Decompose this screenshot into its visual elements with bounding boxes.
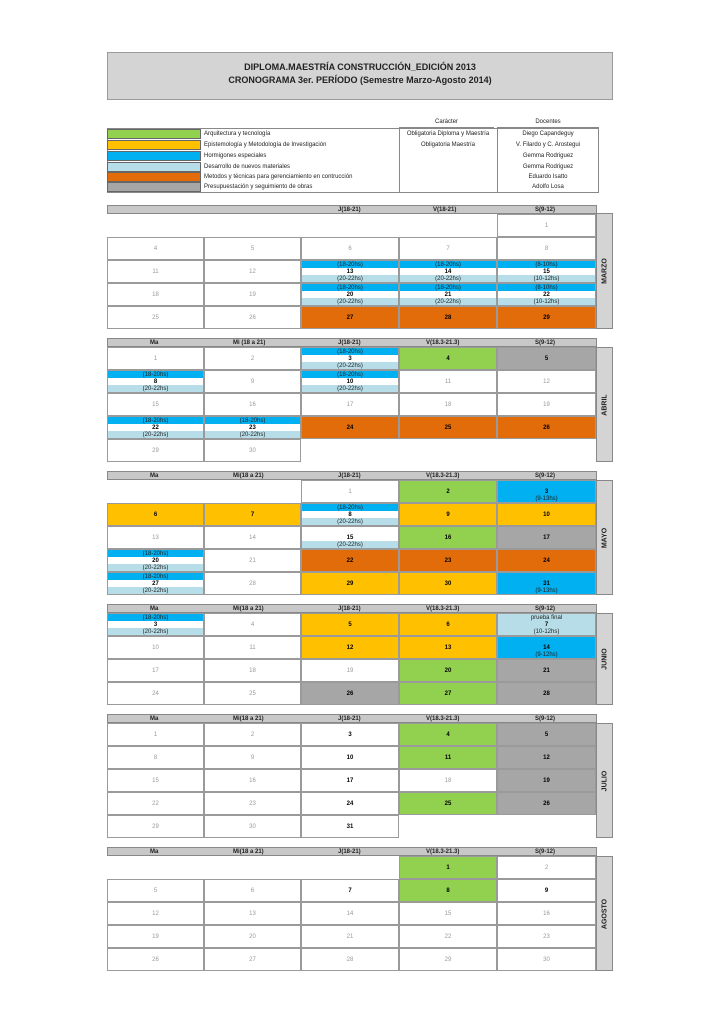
- day-cell: 20: [399, 659, 497, 682]
- legend-swatch-gray: [107, 182, 201, 192]
- day-cell: 7: [399, 237, 497, 260]
- header-martes: Ma: [150, 473, 159, 479]
- day-cell: 30: [204, 815, 301, 838]
- header-sabado: S(9-12): [535, 340, 556, 346]
- day-cell: 15: [107, 769, 204, 792]
- legend-header-caracter: Carácter: [399, 118, 494, 128]
- day-cell: 1: [301, 480, 399, 503]
- legend-swatch-yellow: [107, 140, 201, 150]
- day-cell-split: (18-20hs) 8 (20-22hs): [107, 370, 204, 393]
- page-title: [107, 52, 613, 100]
- calendar-header: [107, 847, 597, 856]
- legend-name: Hormigones especiales: [204, 153, 267, 159]
- day-cell: 16: [399, 526, 497, 549]
- day-cell: 21: [497, 659, 596, 682]
- day-cell: 10: [107, 636, 204, 659]
- legend-header-docentes: Docentes: [497, 118, 599, 128]
- title-line-1: DIPLOMA.MAESTRÍA CONSTRUCCIÓN_EDICIÓN 2013: [244, 62, 476, 72]
- day-cell: 8: [497, 237, 596, 260]
- day-cell: 5: [497, 723, 596, 746]
- month-label: JUNIO: [596, 613, 613, 705]
- legend-docente: Adolfo Losa: [532, 184, 564, 190]
- day-cell: 7: [204, 503, 301, 526]
- day-cell: 14: [301, 902, 399, 925]
- legend-docente: Diego Capandeguy: [522, 131, 574, 137]
- day-cell: 9: [204, 746, 301, 769]
- header-viernes: V(18.3-21.3): [426, 849, 460, 855]
- day-cell: 19: [301, 659, 399, 682]
- day-cell: 29: [107, 815, 204, 838]
- day-cell: 31: [301, 815, 399, 838]
- month-label: ABRIL: [596, 347, 613, 462]
- day-cell: 18: [107, 283, 204, 306]
- day-cell: 1: [497, 214, 596, 237]
- day-cell: 19: [204, 283, 301, 306]
- day-cell: 16: [204, 393, 301, 416]
- day-cell: 8: [107, 746, 204, 769]
- legend-name: Metodos y técnicas para gerenciamiento en contrucción: [204, 174, 353, 180]
- day-cell: 4: [107, 237, 204, 260]
- day-cell: 15: [399, 902, 497, 925]
- day-cell: 21: [204, 549, 301, 572]
- day-cell-split: (18-20hs) 8 (20-22hs): [301, 503, 399, 526]
- day-cell-split: (8-10hs) 22 (10-12hs): [497, 283, 596, 306]
- header-viernes: V(18.3-21.3): [426, 473, 460, 479]
- day-cell: 10: [497, 503, 596, 526]
- day-cell: 5: [497, 347, 596, 370]
- legend-name: Arquitectura y tecnología: [204, 131, 271, 137]
- day-cell: 23: [497, 925, 596, 948]
- title-line-2: CRONOGRAMA 3er. PERÍODO (Semestre Marzo-Agosto 2014): [228, 75, 492, 85]
- day-cell: 19: [497, 393, 596, 416]
- day-cell-split: (18-20hs) 3 (20-22hs): [107, 613, 204, 636]
- day-cell-split: (18-20hs) 22 (20-22hs): [107, 416, 204, 439]
- day-cell: 19: [497, 769, 596, 792]
- legend-caracter: Obligatoria Maestría: [420, 142, 476, 148]
- day-cell: 22: [107, 792, 204, 815]
- header-miercoles: Mi(18 a 21): [233, 716, 264, 722]
- day-cell: 26: [204, 306, 301, 329]
- day-cell: 11: [204, 636, 301, 659]
- day-cell-split: (18-20hs) 14 (20-22hs): [399, 260, 497, 283]
- day-cell: 26: [497, 416, 596, 439]
- day-cell-split: (18-20hs) 27 (20-22hs): [107, 572, 204, 595]
- day-cell: 13: [204, 902, 301, 925]
- day-cell: 12: [497, 746, 596, 769]
- day-cell: 18: [204, 659, 301, 682]
- day-cell-split: (18-20hs) 23 (20-22hs): [204, 416, 301, 439]
- header-miercoles: Mi(18 a 21): [233, 473, 264, 479]
- day-cell: 1: [399, 856, 497, 879]
- day-cell: 16: [204, 769, 301, 792]
- header-jueves: J(18-21): [338, 340, 361, 346]
- day-cell: 2: [399, 480, 497, 503]
- day-cell-split: (8-10hs) 15 (10-12hs): [497, 260, 596, 283]
- day-cell: 28: [301, 948, 399, 971]
- day-cell: 13: [399, 636, 497, 659]
- day-cell: 17: [301, 769, 399, 792]
- day-cell: 1: [107, 347, 204, 370]
- legend-docente: V. Filardo y C. Arostegui: [515, 142, 581, 148]
- month-label: MAYO: [596, 480, 613, 595]
- legend-swatch-blue: [107, 151, 201, 161]
- header-martes: Ma: [150, 606, 159, 612]
- day-cell: 20: [204, 925, 301, 948]
- day-cell-split: prueba final 7 (10-12hs): [497, 613, 596, 636]
- header-viernes: V(18-21): [433, 207, 457, 213]
- day-cell: 9: [497, 879, 596, 902]
- day-cell-split: (18-20hs) 21 (20-22hs): [399, 283, 497, 306]
- day-cell: 3: [301, 723, 399, 746]
- day-cell: 22: [301, 549, 399, 572]
- header-jueves: J(18-21): [338, 716, 361, 722]
- day-cell: 17: [497, 526, 596, 549]
- day-cell: 15: [107, 393, 204, 416]
- day-cell: 16: [497, 902, 596, 925]
- day-cell: 6: [204, 879, 301, 902]
- day-cell: 25: [204, 682, 301, 705]
- legend-docente: Eduardo Isatto: [528, 174, 568, 180]
- day-cell: 24: [301, 792, 399, 815]
- legend-docente: Gemma Rodriguez: [522, 153, 574, 159]
- day-cell: 18: [399, 393, 497, 416]
- day-cell: 1: [107, 723, 204, 746]
- day-cell: 6: [301, 237, 399, 260]
- day-cell-split: (18-20hs) 20 (20-22hs): [107, 549, 204, 572]
- header-martes: Ma: [150, 340, 159, 346]
- day-cell: 2: [204, 347, 301, 370]
- day-cell: 6: [399, 613, 497, 636]
- day-cell: 27: [399, 682, 497, 705]
- day-cell: 12: [301, 636, 399, 659]
- day-cell: 19: [107, 925, 204, 948]
- day-cell: 28: [204, 572, 301, 595]
- day-cell: 7: [301, 879, 399, 902]
- day-cell-split: 15 (20-22hs): [301, 526, 399, 549]
- calendar-header: [107, 338, 597, 347]
- day-cell: 25: [399, 792, 497, 815]
- day-cell: 11: [399, 746, 497, 769]
- calendar-header: [107, 471, 597, 480]
- day-cell: 5: [301, 613, 399, 636]
- header-jueves: J(18-21): [338, 606, 361, 612]
- day-cell-split: (18-20hs) 13 (20-22hs): [301, 260, 399, 283]
- header-martes: Ma: [150, 849, 159, 855]
- header-miercoles: Mi(18 a 21): [233, 849, 264, 855]
- day-cell: 17: [107, 659, 204, 682]
- day-cell: 29: [399, 948, 497, 971]
- day-cell: 24: [497, 549, 596, 572]
- calendar-header: [107, 714, 597, 723]
- header-miercoles: Mi (18 a 21): [233, 340, 266, 346]
- day-cell: 6: [107, 503, 204, 526]
- legend-swatch-lightblue: [107, 162, 201, 172]
- day-cell: 22: [399, 925, 497, 948]
- day-cell: 30: [497, 948, 596, 971]
- day-cell: 11: [107, 260, 204, 283]
- calendar-header: [107, 604, 597, 613]
- header-sabado: S(9-12): [535, 473, 556, 479]
- day-cell: 26: [497, 792, 596, 815]
- legend-name: Epistemología y Metodología de Investigación: [204, 142, 327, 148]
- day-cell: 13: [107, 526, 204, 549]
- day-cell-split: 3 (9-13hs): [497, 480, 596, 503]
- day-cell: 2: [497, 856, 596, 879]
- day-cell: 24: [301, 416, 399, 439]
- day-cell: 24: [107, 682, 204, 705]
- legend-caracter: Obligatoria Diploma y Maestría: [406, 131, 490, 137]
- day-cell: 2: [204, 723, 301, 746]
- legend-swatch-orange: [107, 172, 201, 182]
- header-sabado: S(9-12): [535, 716, 556, 722]
- calendar-header: [107, 205, 597, 214]
- month-label: AGOSTO: [596, 856, 613, 971]
- header-viernes: V(18.3-21.3): [426, 606, 460, 612]
- day-cell: 29: [497, 306, 596, 329]
- day-cell: 4: [204, 613, 301, 636]
- day-cell-split: 31 (9-13hs): [497, 572, 596, 595]
- day-cell: 25: [107, 306, 204, 329]
- legend-name: Desarrollo de nuevos materiales: [204, 164, 291, 170]
- day-cell: 29: [107, 439, 204, 462]
- day-cell: 8: [399, 879, 497, 902]
- day-cell-split: (18-20hs) 20 (20-22hs): [301, 283, 399, 306]
- day-cell: 23: [204, 792, 301, 815]
- day-cell: 17: [301, 393, 399, 416]
- day-cell: 29: [301, 572, 399, 595]
- day-cell: 4: [399, 723, 497, 746]
- day-cell: 10: [301, 746, 399, 769]
- header-jueves: J(18-21): [338, 207, 361, 213]
- day-cell: 12: [497, 370, 596, 393]
- day-cell: 26: [301, 682, 399, 705]
- month-label: MARZO: [596, 213, 613, 329]
- day-cell: 4: [399, 347, 497, 370]
- day-cell: 18: [399, 769, 497, 792]
- header-sabado: S(9-12): [535, 207, 556, 213]
- day-cell: 5: [107, 879, 204, 902]
- day-cell: 28: [497, 682, 596, 705]
- header-miercoles: Mi(18 a 21): [233, 606, 264, 612]
- legend-name: Presupuestación y seguimiento de obras: [204, 184, 313, 190]
- header-martes: Ma: [150, 716, 159, 722]
- day-cell: 26: [107, 948, 204, 971]
- day-cell: 27: [204, 948, 301, 971]
- header-viernes: V(18.3-21.3): [426, 340, 460, 346]
- header-sabado: S(9-12): [535, 849, 556, 855]
- month-label: JULIO: [596, 723, 613, 838]
- header-viernes: V(18.3-21.3): [426, 716, 460, 722]
- day-cell: 30: [399, 572, 497, 595]
- day-cell: 11: [399, 370, 497, 393]
- day-cell: 23: [399, 549, 497, 572]
- legend-docente: Gemma Rodriguez: [522, 164, 574, 170]
- legend-swatch-green: [107, 129, 201, 139]
- header-jueves: J(18-21): [338, 473, 361, 479]
- day-cell-split: 14 (9-12hs): [497, 636, 596, 659]
- day-cell: 12: [204, 260, 301, 283]
- day-cell: 9: [399, 503, 497, 526]
- header-sabado: S(9-12): [535, 606, 556, 612]
- day-cell: 25: [399, 416, 497, 439]
- day-cell: 5: [204, 237, 301, 260]
- day-cell: 14: [204, 526, 301, 549]
- day-cell-split: (18-20hs) 10 (20-22hs): [301, 370, 399, 393]
- day-cell: 12: [107, 902, 204, 925]
- day-cell: 21: [301, 925, 399, 948]
- day-cell: 9: [204, 370, 301, 393]
- header-jueves: J(18-21): [338, 849, 361, 855]
- day-cell: 27: [301, 306, 399, 329]
- day-cell: 28: [399, 306, 497, 329]
- day-cell-split: (18-20hs) 3 (20-22hs): [301, 347, 399, 370]
- day-cell: 30: [204, 439, 301, 462]
